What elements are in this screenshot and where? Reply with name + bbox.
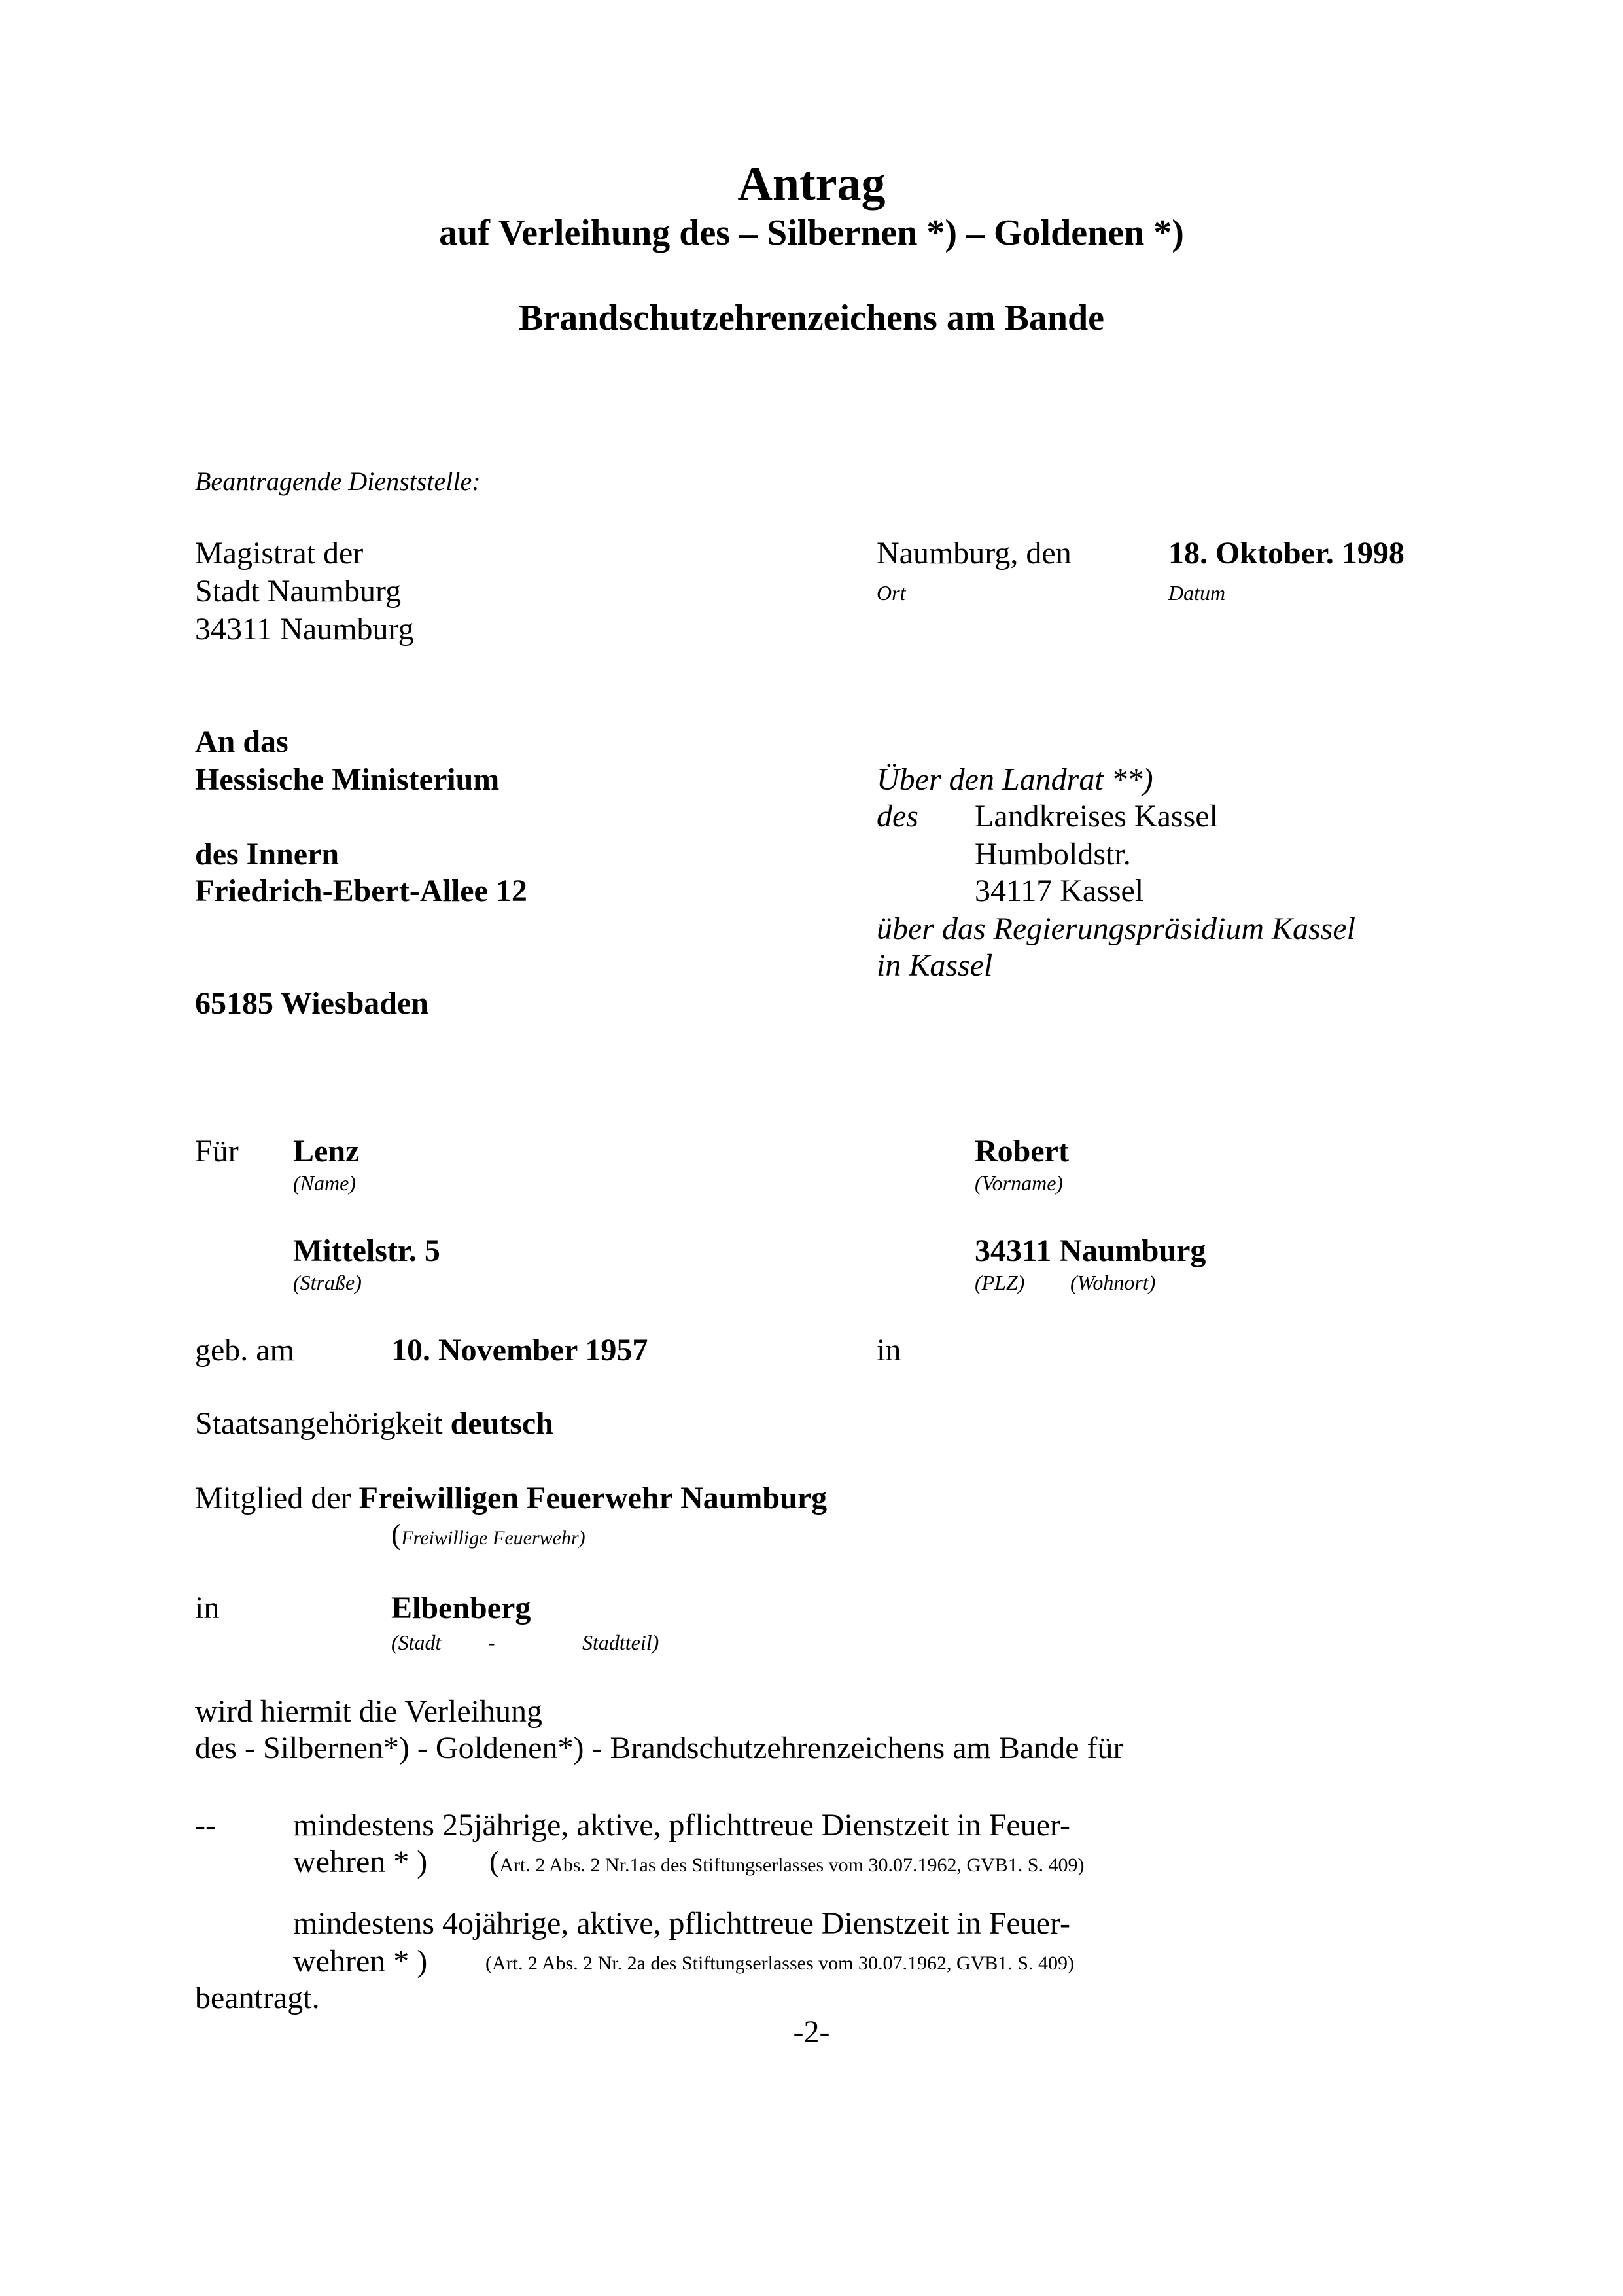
option2-line1: mindestens 4ojährige, aktive, pflichttreue Dienstzeit in Feuer- bbox=[293, 1906, 1070, 1941]
person-street: Mittelstr. 5 bbox=[293, 1233, 440, 1268]
applicant-office-line1: Magistrat der bbox=[195, 536, 364, 571]
person-city: 34311 Naumburg bbox=[975, 1233, 1206, 1268]
member-label: Mitglied der bbox=[195, 1481, 351, 1515]
option2-reference: (Art. 2 Abs. 2 Nr. 2a des Stiftungserlasses vom 30.07.1962, GVB1. S. 409) bbox=[485, 1952, 1074, 1974]
person-name-label: (Name) bbox=[293, 1171, 356, 1195]
person-city-label: (Wohnort) bbox=[1070, 1271, 1156, 1294]
recipient-line2: Hessische Ministerium bbox=[195, 762, 500, 797]
nationality-value: deutsch bbox=[450, 1406, 553, 1441]
award-name: Brandschutzehrenzeichens am Bande bbox=[519, 298, 1104, 338]
routing-district: Landkreises Kassel bbox=[975, 799, 1218, 834]
person-firstname: Robert bbox=[975, 1134, 1069, 1169]
option1-ref-text: Art. 2 Abs. 2 Nr.1as des Stiftungserlasses vom 30.07.1962, GVB1. S. 409) bbox=[499, 1854, 1085, 1876]
routing-street: Humboldstr. bbox=[975, 837, 1131, 872]
district-value: Elbenberg bbox=[391, 1591, 531, 1625]
date-value: 18. Oktober. 1998 bbox=[1168, 536, 1405, 571]
recipient-line1: An das bbox=[195, 724, 288, 759]
routing-des: des bbox=[877, 799, 918, 834]
district-label-city: (Stadt bbox=[391, 1631, 442, 1654]
routing-line1: Über den Landrat **) bbox=[877, 762, 1153, 797]
person-plz-label: (PLZ) bbox=[975, 1271, 1025, 1294]
document-subtitle: auf Verleihung des – Silbernen *) – Goldenen *) bbox=[439, 213, 1184, 253]
page-number: -2- bbox=[793, 2015, 830, 2049]
option2-line2: wehren * ) bbox=[293, 1944, 428, 1979]
district-label-part: Stadtteil) bbox=[582, 1631, 659, 1654]
recipient-line5: 65185 Wiesbaden bbox=[195, 986, 428, 1021]
person-firstname-label: (Vorname) bbox=[975, 1171, 1064, 1195]
person-name: Lenz bbox=[293, 1134, 360, 1169]
person-street-label: (Straße) bbox=[293, 1271, 362, 1294]
option1-line2: wehren * ) bbox=[293, 1845, 428, 1879]
routing-line6: in Kassel bbox=[877, 948, 993, 983]
document-title: Antrag bbox=[737, 157, 886, 211]
place-label: Ort bbox=[877, 581, 906, 605]
body-line1: wird hiermit die Verleihung bbox=[195, 1694, 542, 1729]
member-paren: ( bbox=[391, 1517, 402, 1551]
born-in-label: in bbox=[877, 1333, 901, 1368]
option1-reference bbox=[489, 1846, 1084, 1877]
closing-text: beantragt. bbox=[195, 1981, 320, 2015]
date-label: Datum bbox=[1168, 581, 1226, 605]
born-label: geb. am bbox=[195, 1333, 294, 1368]
body-line2: des - Silbernen*) - Goldenen*) - Brandschutzehrenzeichens am Bande für bbox=[195, 1731, 1124, 1765]
member-line bbox=[195, 1483, 827, 1514]
option1-paren: ( bbox=[489, 1845, 500, 1878]
routing-city: 34117 Kassel bbox=[975, 874, 1144, 908]
member-org: Freiwilligen Feuerwehr Naumburg bbox=[358, 1481, 828, 1515]
recipient-line4: Friedrich-Ebert-Allee 12 bbox=[195, 874, 527, 908]
nationality-line bbox=[195, 1408, 553, 1439]
applicant-office-line2: Stadt Naumburg bbox=[195, 574, 402, 609]
option1-line1: mindestens 25jährige, aktive, pflichttreue Dienstzeit in Feuer- bbox=[293, 1808, 1070, 1843]
place-text: Naumburg, den bbox=[877, 536, 1072, 571]
member-org-label bbox=[391, 1519, 585, 1549]
district-label-dash: - bbox=[488, 1631, 495, 1654]
applicant-office-line3: 34311 Naumburg bbox=[195, 612, 414, 646]
in-label: in bbox=[195, 1591, 220, 1625]
born-date: 10. November 1957 bbox=[391, 1333, 648, 1368]
applicant-office-label: Beantragende Dienststelle: bbox=[195, 467, 481, 496]
recipient-line3: des Innern bbox=[195, 837, 340, 872]
fuer-label: Für bbox=[195, 1134, 239, 1169]
nationality-label: Staatsangehörigkeit bbox=[195, 1406, 443, 1441]
routing-line5: über das Regierungspräsidium Kassel bbox=[877, 911, 1355, 946]
option-dash: -- bbox=[195, 1808, 216, 1843]
member-org-caption: Freiwillige Feuerwehr) bbox=[401, 1527, 585, 1549]
